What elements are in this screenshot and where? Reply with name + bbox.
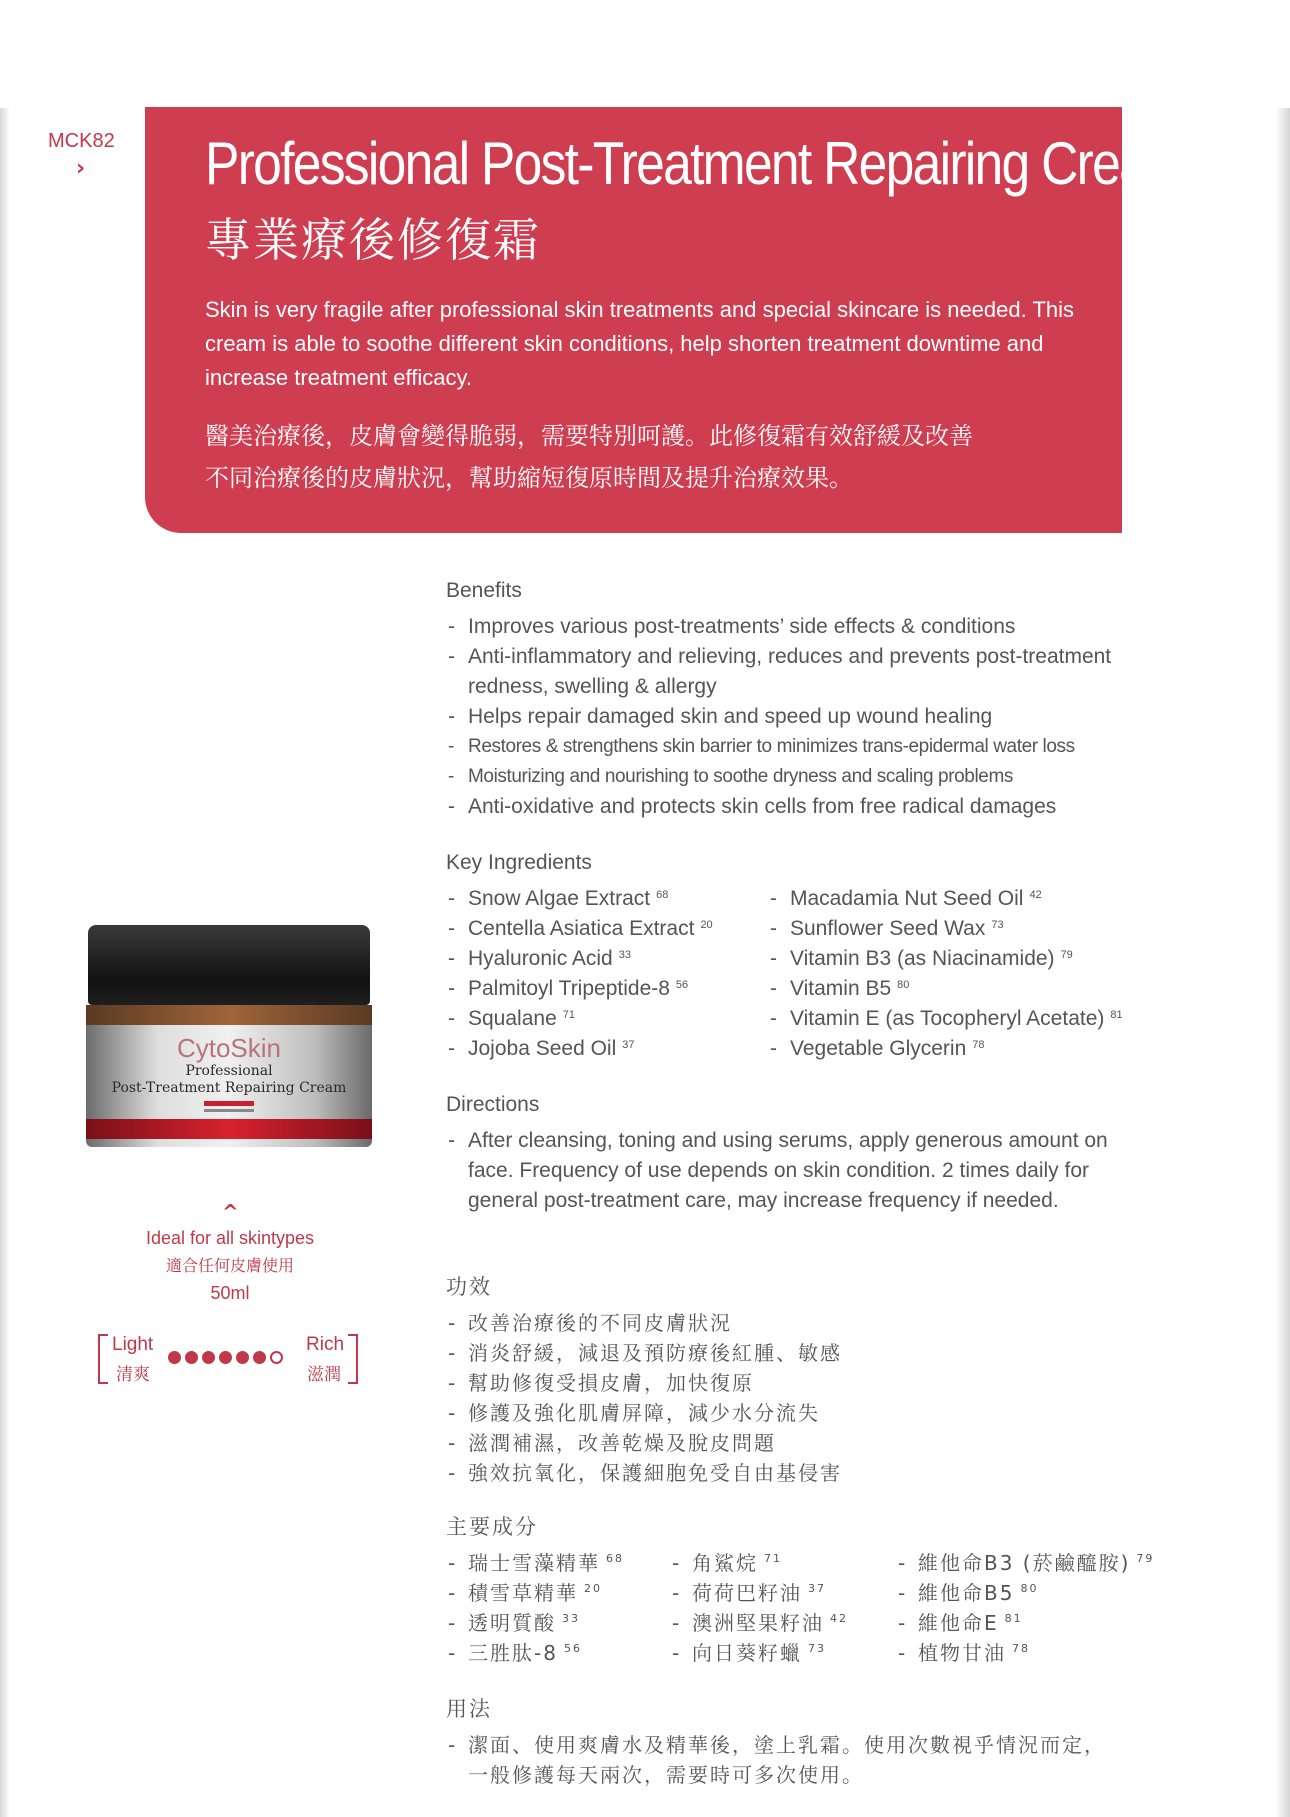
ingredient-item xyxy=(768,974,1168,1004)
jar-label-line: Post-Treatment Repairing Cream xyxy=(111,1080,347,1096)
ingredient-name: 瑞士雪藻精華 xyxy=(468,1551,600,1575)
directions-section xyxy=(446,1090,1146,1216)
ingredient-name: 向日葵籽蠟 xyxy=(692,1641,802,1665)
ingredient-reference: 68 xyxy=(606,1552,624,1565)
ingredient-item xyxy=(768,944,1168,974)
ingredient-name: 角鯊烷 xyxy=(692,1551,758,1575)
description-english: Skin is very fragile after professional skin treatments and special skincare is needed. This cream is able to soothe different skin conditions, help shorten treatment downtime and increase treatment efficacy. xyxy=(205,297,1075,390)
ingredient-name: 積雪草精華 xyxy=(468,1581,578,1605)
page-title-chinese: 專業療後修復霜 xyxy=(205,213,541,267)
ingredient-item xyxy=(768,884,1168,914)
jar-brand-logo: CytoSkin xyxy=(176,1033,282,1063)
list-item: - Anti-oxidative and protects skin cells from free radical damages xyxy=(446,792,1166,822)
ingredient-item xyxy=(896,1548,1176,1578)
ingredient-reference: 71 xyxy=(562,1009,575,1021)
list-item: - 強效抗氧化，保護細胞免受自由基侵害 xyxy=(446,1458,1166,1488)
texture-rich-label-chinese: 滋潤 xyxy=(307,1365,341,1385)
list-item: - 滋潤補濕，改善乾燥及脫皮問題 xyxy=(446,1428,1166,1458)
ingredient-reference: 33 xyxy=(562,1612,580,1625)
list-item xyxy=(446,1730,1166,1790)
ingredient-reference: 56 xyxy=(563,1642,582,1655)
ingredient-item xyxy=(446,974,768,1004)
texture-dot-filled xyxy=(253,1351,266,1364)
volume-label: 50ml xyxy=(210,1283,250,1303)
page-title: Professional Post-Treatment Repairing Cream xyxy=(205,130,1188,197)
chevron-up-icon[interactable]: ^ xyxy=(222,1200,239,1224)
ingredient-item xyxy=(446,1638,670,1668)
benefits-heading: Benefits xyxy=(446,579,522,602)
list-item: - 修護及強化肌膚屏障，減少水分流失 xyxy=(446,1398,1166,1428)
ingredients-chinese-column xyxy=(670,1548,896,1668)
ingredient-item xyxy=(896,1578,1176,1608)
ingredient-reference: 42 xyxy=(830,1612,848,1625)
benefits-section xyxy=(446,576,1166,822)
ingredients-chinese-section xyxy=(446,1512,1186,1668)
ingredient-item xyxy=(670,1638,896,1668)
page-edge xyxy=(1276,108,1290,1817)
skin-type-label-chinese: 適合任何皮膚使用 xyxy=(165,1256,294,1275)
ingredient-item xyxy=(670,1578,896,1608)
benefits-chinese-section xyxy=(446,1272,1166,1488)
list-item: - 消炎舒緩，減退及預防療後紅腫、敏感 xyxy=(446,1338,1166,1368)
ingredient-item xyxy=(446,1578,670,1608)
ingredient-item xyxy=(446,944,768,974)
skin-type-label: Ideal for all skintypes xyxy=(145,1228,315,1248)
list-item: - Improves various post-treatments’ side effects & conditions xyxy=(446,612,1166,642)
usage-chinese-list xyxy=(446,1730,1166,1790)
ingredient-name: 透明質酸 xyxy=(468,1611,556,1635)
ingredient-reference: 71 xyxy=(764,1552,782,1565)
benefits-list xyxy=(446,612,1166,822)
ingredients-chinese-column xyxy=(446,1548,670,1668)
ingredient-item xyxy=(896,1638,1176,1668)
ingredient-item xyxy=(446,1004,768,1034)
description-chinese-line: 醫美治療後，皮膚會變得脆弱，需要特別呵護。此修復霜有效舒緩及改善 xyxy=(205,422,973,450)
ingredient-name: Snow Algae Extract xyxy=(468,887,651,910)
ingredient-name: 維他命E xyxy=(918,1611,999,1635)
ingredient-reference: 56 xyxy=(675,979,689,991)
ingredients-section xyxy=(446,848,1176,1064)
texture-dot-filled xyxy=(202,1351,215,1364)
usage-chinese-heading: 用法 xyxy=(446,1697,492,1721)
product-code: MCK82 xyxy=(48,130,115,152)
list-item: - After cleansing, toning and using serums, apply generous amount on face. Frequency of use depends on skin condition. 2 times daily for general post-treatment care, may increase frequency if needed. xyxy=(446,1126,1146,1216)
texture-dot-empty xyxy=(270,1351,283,1364)
ingredient-item xyxy=(446,914,768,944)
ingredient-reference: 80 xyxy=(1020,1582,1039,1595)
list-item: - 改善治療後的不同皮膚狀況 xyxy=(446,1308,1166,1338)
ingredient-name: 三胜肽-8 xyxy=(468,1641,558,1665)
ingredients-chinese-column xyxy=(896,1548,1176,1668)
ingredient-reference: 79 xyxy=(1060,949,1073,961)
ingredient-reference: 78 xyxy=(972,1039,985,1051)
ingredient-name: 維他命B5 xyxy=(918,1581,1015,1605)
ingredient-reference: 33 xyxy=(618,949,631,961)
texture-dot-filled xyxy=(168,1351,181,1364)
ingredient-item xyxy=(446,1034,768,1064)
ingredient-reference: 20 xyxy=(584,1582,602,1595)
ingredient-reference: 81 xyxy=(1004,1612,1023,1625)
ingredient-reference: 73 xyxy=(991,919,1004,931)
description-chinese-line: 不同治療後的皮膚狀況，幫助縮短復原時間及提升治療效果。 xyxy=(205,464,853,492)
ingredients-column xyxy=(446,884,768,1064)
jar-band xyxy=(86,1119,372,1139)
page-edge xyxy=(0,108,10,1817)
jar-label-line: Professional xyxy=(185,1063,273,1079)
bracket-left xyxy=(98,1334,108,1384)
ingredient-reference: 80 xyxy=(897,979,910,991)
chevron-right-icon[interactable]: › xyxy=(76,156,86,181)
list-item: - Moisturizing and nourishing to soothe dryness and scaling problems xyxy=(446,762,1166,792)
ingredients-heading: Key Ingredients xyxy=(446,851,592,874)
ingredient-name: 植物甘油 xyxy=(918,1641,1006,1665)
ingredient-reference: 37 xyxy=(808,1582,826,1595)
ingredient-item xyxy=(768,1004,1168,1034)
directions-heading: Directions xyxy=(446,1093,540,1116)
ingredient-reference: 79 xyxy=(1136,1552,1155,1565)
bracket-right xyxy=(348,1334,358,1384)
list-item: - 幫助修復受損皮膚，加快復原 xyxy=(446,1368,1166,1398)
description-chinese xyxy=(205,415,1105,499)
ingredient-item xyxy=(446,1608,670,1638)
ingredient-name: Vegetable Glycerin xyxy=(790,1037,967,1060)
jar-tag xyxy=(204,1101,254,1106)
ingredient-reference: 68 xyxy=(656,889,669,901)
ingredient-name: 荷荷巴籽油 xyxy=(692,1581,802,1605)
jar-rim xyxy=(86,1005,372,1025)
texture-dot-filled xyxy=(236,1351,249,1364)
texture-dot-filled xyxy=(219,1351,232,1364)
texture-rich-label: Rich xyxy=(306,1334,345,1355)
ingredient-name: Hyaluronic Acid xyxy=(468,947,613,970)
product-jar-image xyxy=(86,925,372,1155)
ingredient-item xyxy=(670,1608,896,1638)
ingredient-name: Centella Asiatica Extract xyxy=(468,917,695,940)
benefits-chinese-heading: 功效 xyxy=(446,1275,492,1299)
list-item: - Helps repair damaged skin and speed up wound healing xyxy=(446,702,1166,732)
usage-line: 一般修護每天兩次，需要時可多次使用。 xyxy=(468,1763,864,1787)
ingredient-name: Squalane xyxy=(468,1007,557,1030)
ingredient-name: Macadamia Nut Seed Oil xyxy=(790,887,1024,910)
ingredients-chinese-heading: 主要成分 xyxy=(446,1515,538,1539)
ingredient-reference: 73 xyxy=(808,1642,826,1655)
directions-list xyxy=(446,1126,1146,1216)
ingredient-reference: 42 xyxy=(1029,889,1042,901)
ingredient-name: Jojoba Seed Oil xyxy=(468,1037,617,1060)
ingredient-item xyxy=(896,1608,1176,1638)
ingredient-name: Palmitoyl Tripeptide-8 xyxy=(468,977,670,1000)
ingredient-name: Vitamin E (as Tocopheryl Acetate) xyxy=(790,1007,1105,1030)
usage-line: 潔面、使用爽膚水及精華後，塗上乳霜。使用次數視乎情況而定， xyxy=(468,1733,1106,1757)
ingredient-reference: 37 xyxy=(622,1039,635,1051)
ingredient-name: Vitamin B3 (as Niacinamide) xyxy=(790,947,1055,970)
texture-light-label-chinese: 清爽 xyxy=(116,1365,150,1385)
ingredient-item xyxy=(446,884,768,914)
ingredient-reference: 20 xyxy=(700,919,713,931)
ingredient-item xyxy=(446,1548,670,1578)
ingredient-item xyxy=(670,1548,896,1578)
ingredient-item xyxy=(768,914,1168,944)
ingredient-name: 澳洲堅果籽油 xyxy=(692,1611,824,1635)
jar-lid xyxy=(88,925,370,1005)
benefits-chinese-list xyxy=(446,1308,1166,1488)
ingredient-name: 維他命B3 (菸鹼醯胺) xyxy=(918,1551,1131,1575)
list-item: - Anti-inflammatory and relieving, reduces and prevents post-treatment redness, swelling & allergy xyxy=(446,642,1166,702)
texture-light-label: Light xyxy=(112,1334,154,1355)
ingredient-reference: 81 xyxy=(1110,1009,1123,1021)
texture-scale xyxy=(168,1351,283,1364)
usage-chinese-section xyxy=(446,1694,1166,1790)
ingredient-name: Sunflower Seed Wax xyxy=(790,917,986,940)
ingredients-column xyxy=(768,884,1168,1064)
title-banner xyxy=(145,107,1188,533)
ingredient-name: Vitamin B5 xyxy=(790,977,892,1000)
jar-small-print xyxy=(204,1109,254,1112)
texture-dot-filled xyxy=(185,1351,198,1364)
list-item: - Restores & strengthens skin barrier to minimizes trans-epidermal water loss xyxy=(446,732,1166,762)
ingredient-item xyxy=(768,1034,1168,1064)
ingredient-reference: 78 xyxy=(1012,1642,1030,1655)
